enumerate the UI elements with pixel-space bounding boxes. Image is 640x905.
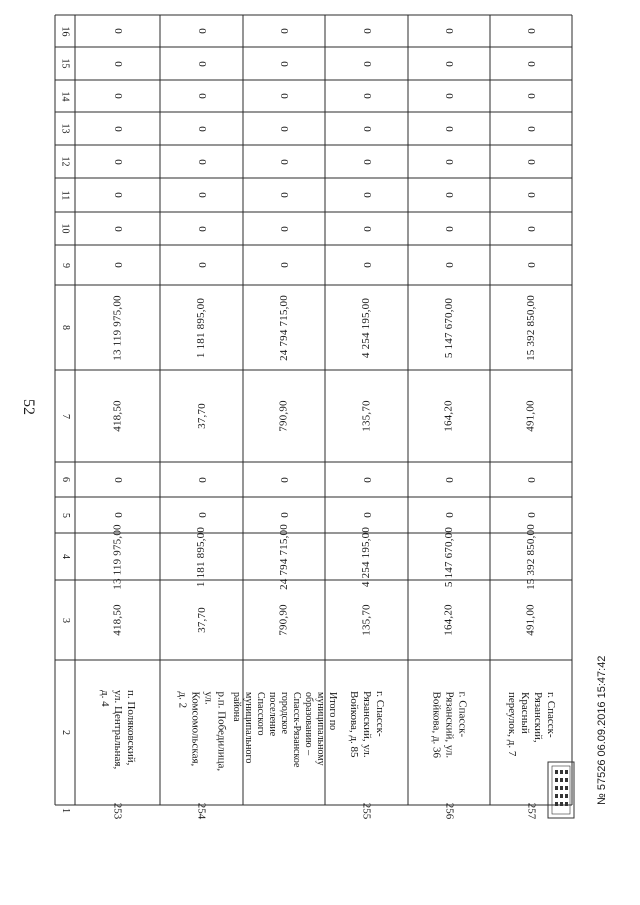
row-256-col-13-cell [408,112,490,145]
column-number-7-cell [55,370,75,462]
row-257-col-9-cell [490,245,572,285]
row-257-col-6: 0 [525,476,537,483]
row-257-col-1: 257 [525,802,537,820]
row-256-col-15: 0 [443,60,455,67]
row-total-col-8-cell [243,285,325,370]
row-254-col-11: 0 [195,192,208,198]
row-257-col-13: 0 [525,125,537,132]
row-256-col-11-cell [408,178,490,212]
row-253-col-6-cell [75,462,160,497]
column-number-8: 8 [59,325,71,330]
row-253-col-16: 0 [111,28,124,34]
page-number: 52 [20,399,37,415]
row-257-col-7-cell [490,370,572,462]
row-256-col-7: 164,20 [442,400,455,432]
row-total-col-7: 790,90 [277,400,290,432]
row-257-col-10-cell [490,212,572,245]
row-254-col-6-cell [160,462,243,497]
row-total-col-6-cell [243,462,325,497]
row-254-col-7-cell [160,370,243,462]
row-257-col-5: 0 [525,512,537,518]
row-253-col-12-cell [75,145,160,178]
row-256-col-3: 164,20 [442,604,455,636]
row-253-col-7-cell [75,370,160,462]
row-total-col-2-cell [231,660,338,805]
row-255-col-7: 135,70 [360,400,373,432]
column-number-1: 1 [59,808,71,813]
row-total-col-10-cell [243,212,325,245]
column-number-6-cell [55,462,75,497]
row-total-col-11: 0 [278,192,290,198]
row-254-col-9-cell [160,245,243,285]
row-253-col-14: 0 [111,93,124,99]
row-257-col-11: 0 [525,192,537,198]
row-253-col-16-cell [75,15,160,47]
row-257-col-16: 0 [525,28,537,34]
row-253-col-15: 0 [111,60,124,67]
row-total-col-15-cell [243,47,325,80]
row-255-col-10-cell [325,212,408,245]
row-256-col-11: 0 [443,192,455,198]
row-257-col-2: г. Спасск-Рязанский, Красный переулок, д. 7 [506,691,557,756]
row-255-col-12: 0 [360,158,373,165]
row-256-col-2: г. Спасск-Рязанский, ул. Войкова, д. 36 [430,691,469,759]
row-254-col-7: 37,70 [195,403,208,429]
row-257-col-13-cell [490,112,572,145]
row-total-col-8: 24 794 715,00 [277,294,290,361]
row-254-col-6: 0 [195,476,208,483]
row-253-col-5: 0 [111,512,124,518]
row-257-col-12-cell [490,145,572,178]
row-total-col-13: 0 [278,125,290,132]
column-number-3-cell [55,580,75,660]
column-number-6: 6 [59,477,71,482]
row-253-col-9: 0 [111,262,124,268]
row-254-col-12: 0 [195,158,208,165]
row-255-col-1-cell [325,802,408,820]
row-254-col-13: 0 [195,125,208,132]
row-255-col-14-cell [325,80,408,112]
row-255-col-16: 0 [360,28,373,34]
column-number-10-cell [55,212,75,245]
row-255-col-4: 4 254 195,00 [360,526,373,587]
column-number-5-cell [55,497,75,533]
row-254-col-11-cell [160,178,243,212]
row-256-col-16: 0 [443,28,455,34]
row-254-col-8-cell [160,285,243,370]
row-254-col-10: 0 [195,225,208,232]
column-number-15-cell [55,47,75,80]
row-255-col-15-cell [325,47,408,80]
row-255-col-9-cell [325,245,408,285]
column-number-13: 13 [59,123,71,134]
row-253-col-8: 13 119 975,00 [111,294,124,361]
column-number-9-cell [55,245,75,285]
row-257-col-7: 491,00 [524,400,537,432]
row-total-col-5: 0 [278,512,290,518]
row-total-col-3: 790,90 [277,604,290,636]
row-255-col-8-cell [325,285,408,370]
row-256-col-1: 256 [443,802,455,820]
row-256-col-6: 0 [443,476,455,483]
column-number-7: 7 [59,413,71,419]
row-255-col-5: 0 [360,512,373,518]
column-number-10: 10 [59,223,71,234]
row-257-col-4: 15 392 850,00 [524,523,537,590]
column-number-11-cell [55,178,75,212]
row-257-col-3-cell [490,580,572,660]
row-total-col-2: Итого по муниципальному образованию – Спасск-Рязанское городское поселение Спасского муниципального района [231,691,338,767]
row-257-col-14-cell [490,80,572,112]
row-total-col-16-cell [243,15,325,47]
row-255-col-13-cell [325,112,408,145]
row-253-col-14-cell [75,80,160,112]
row-254-col-1-cell [160,802,243,820]
row-total-col-9: 0 [278,262,290,268]
row-254-col-8: 1 181 895,00 [195,297,208,358]
row-257-col-14: 0 [525,93,537,99]
column-number-2-cell [55,660,75,805]
row-255-col-2: г. Спасск-Рязанский, ул. Войкова, д. 85 [348,691,386,758]
row-total-col-15: 0 [278,60,290,67]
row-253-col-1-cell [75,802,160,820]
row-254-col-3: 37,70 [195,607,208,633]
row-253-col-11: 0 [111,192,124,198]
row-256-col-1-cell [408,802,490,820]
row-total-col-7-cell [243,370,325,462]
row-254-col-16-cell [160,15,243,47]
row-255-col-14: 0 [360,93,373,99]
row-253-col-9-cell [75,245,160,285]
row-255-col-10: 0 [360,225,373,232]
row-253-col-1: 253 [111,802,124,820]
row-253-col-10-cell [75,212,160,245]
row-total-col-13-cell [243,112,325,145]
row-253-col-7: 418,50 [111,400,124,432]
row-256-col-9-cell [408,245,490,285]
row-253-col-13-cell [75,112,160,145]
row-255-col-6-cell [325,462,408,497]
column-number-14: 14 [59,91,71,101]
row-253-col-2-cell [75,660,160,805]
column-number-2: 2 [59,730,71,735]
row-254-col-4: 1 181 895,00 [195,526,208,587]
row-total-col-10: 0 [278,225,290,232]
row-253-col-12: 0 [111,158,124,165]
row-256-col-7-cell [408,370,490,462]
row-254-col-9: 0 [195,262,208,268]
row-256-col-16-cell [408,15,490,47]
row-253-col-15-cell [75,47,160,80]
row-257-col-15-cell [490,47,572,80]
column-number-9: 9 [59,262,71,268]
column-number-13-cell [55,112,75,145]
row-total-col-12-cell [243,145,325,178]
row-257-col-8: 15 392 850,00 [524,294,537,361]
row-253-col-4: 13 119 975,00 [111,523,124,590]
column-number-3: 3 [59,617,71,623]
row-257-col-3: 491,00 [524,604,537,636]
row-255-col-2-cell [325,660,408,805]
row-253-col-3-cell [75,580,160,660]
row-255-col-12-cell [325,145,408,178]
row-257-col-15: 0 [525,60,537,67]
row-255-col-13: 0 [360,125,373,132]
row-total-col-14-cell [243,80,325,112]
row-256-col-8: 5 147 670,00 [443,297,455,358]
row-257-col-9: 0 [525,262,537,268]
row-255-col-6: 0 [360,476,373,483]
row-254-col-12-cell [160,145,243,178]
row-255-col-11: 0 [360,192,373,198]
row-256-col-5: 0 [443,512,455,518]
row-257-col-16-cell [490,15,572,47]
row-total-col-6: 0 [278,476,290,483]
column-number-11: 11 [59,190,71,200]
row-256-col-8-cell [408,285,490,370]
row-257-col-12: 0 [525,158,537,165]
column-number-15: 15 [59,58,71,69]
row-256-col-4-cell [408,526,490,587]
row-255-col-9: 0 [360,262,373,268]
row-254-col-15-cell [160,47,243,80]
row-255-col-15: 0 [360,60,373,67]
row-254-col-10-cell [160,212,243,245]
row-total-col-9-cell [243,245,325,285]
row-253-col-2: п. Поляковский, ул. Центральная, д. 4 [99,690,137,770]
row-254-col-13-cell [160,112,243,145]
row-253-col-4-cell [75,523,160,590]
column-number-12: 12 [59,156,71,167]
row-254-col-14-cell [160,80,243,112]
row-255-col-8: 4 254 195,00 [360,297,373,358]
column-number-5: 5 [59,512,71,518]
row-256-col-3-cell [408,580,490,660]
row-256-col-4: 5 147 670,00 [443,526,455,587]
row-255-col-16-cell [325,15,408,47]
row-257-col-8-cell [490,285,572,370]
row-256-col-10-cell [408,212,490,245]
row-254-col-1: 254 [195,802,208,820]
row-256-col-14-cell [408,80,490,112]
row-254-col-16: 0 [195,28,208,34]
row-256-col-14: 0 [443,93,455,99]
registration-number: № 57526 06.09.2016 15:47:42 [596,655,608,805]
registration-stamp-icon [546,760,576,820]
row-256-col-2-cell [408,660,490,805]
row-253-col-8-cell [75,285,160,370]
row-254-col-14: 0 [195,93,208,99]
column-number-4-cell [55,533,75,580]
row-253-col-3: 418,50 [111,604,124,636]
row-254-col-15: 0 [195,60,208,67]
row-255-col-3-cell [325,580,408,660]
row-255-col-4-cell [325,526,408,587]
row-253-col-6: 0 [111,476,124,483]
row-257-col-4-cell [490,523,572,590]
row-total-col-4-cell [243,523,325,590]
row-256-col-12-cell [408,145,490,178]
row-256-col-6-cell [408,462,490,497]
row-total-col-14: 0 [278,93,290,99]
row-256-col-9: 0 [443,262,455,268]
column-number-14-cell [55,80,75,112]
row-253-col-11-cell [75,178,160,212]
row-256-col-15-cell [408,47,490,80]
row-256-col-13: 0 [443,125,455,132]
row-254-col-5: 0 [195,512,208,518]
row-253-col-10: 0 [111,225,124,232]
column-number-1-cell [55,805,75,816]
row-255-col-1: 255 [360,802,373,820]
column-number-16-cell [55,15,75,47]
column-number-8-cell [55,285,75,370]
row-255-col-7-cell [325,370,408,462]
column-number-4: 4 [59,554,71,559]
column-number-16: 16 [59,26,71,36]
row-253-col-13: 0 [111,125,124,132]
row-257-col-10: 0 [525,225,537,232]
row-255-col-3: 135,70 [360,604,373,636]
row-255-col-11-cell [325,178,408,212]
row-254-col-3-cell [160,580,243,660]
row-257-col-6-cell [490,462,572,497]
row-256-col-12: 0 [443,158,455,165]
row-total-col-4: 24 794 715,00 [277,523,290,590]
row-256-col-10: 0 [443,225,455,232]
row-total-col-16: 0 [278,28,290,34]
row-254-col-4-cell [160,526,243,587]
row-total-col-11-cell [243,178,325,212]
row-total-col-3-cell [243,580,325,660]
row-total-col-12: 0 [278,158,290,165]
row-254-col-2: р.п. Победилица, ул. Комсомольская, д. 2 [176,691,228,771]
row-257-col-11-cell [490,178,572,212]
column-number-12-cell [55,145,75,178]
